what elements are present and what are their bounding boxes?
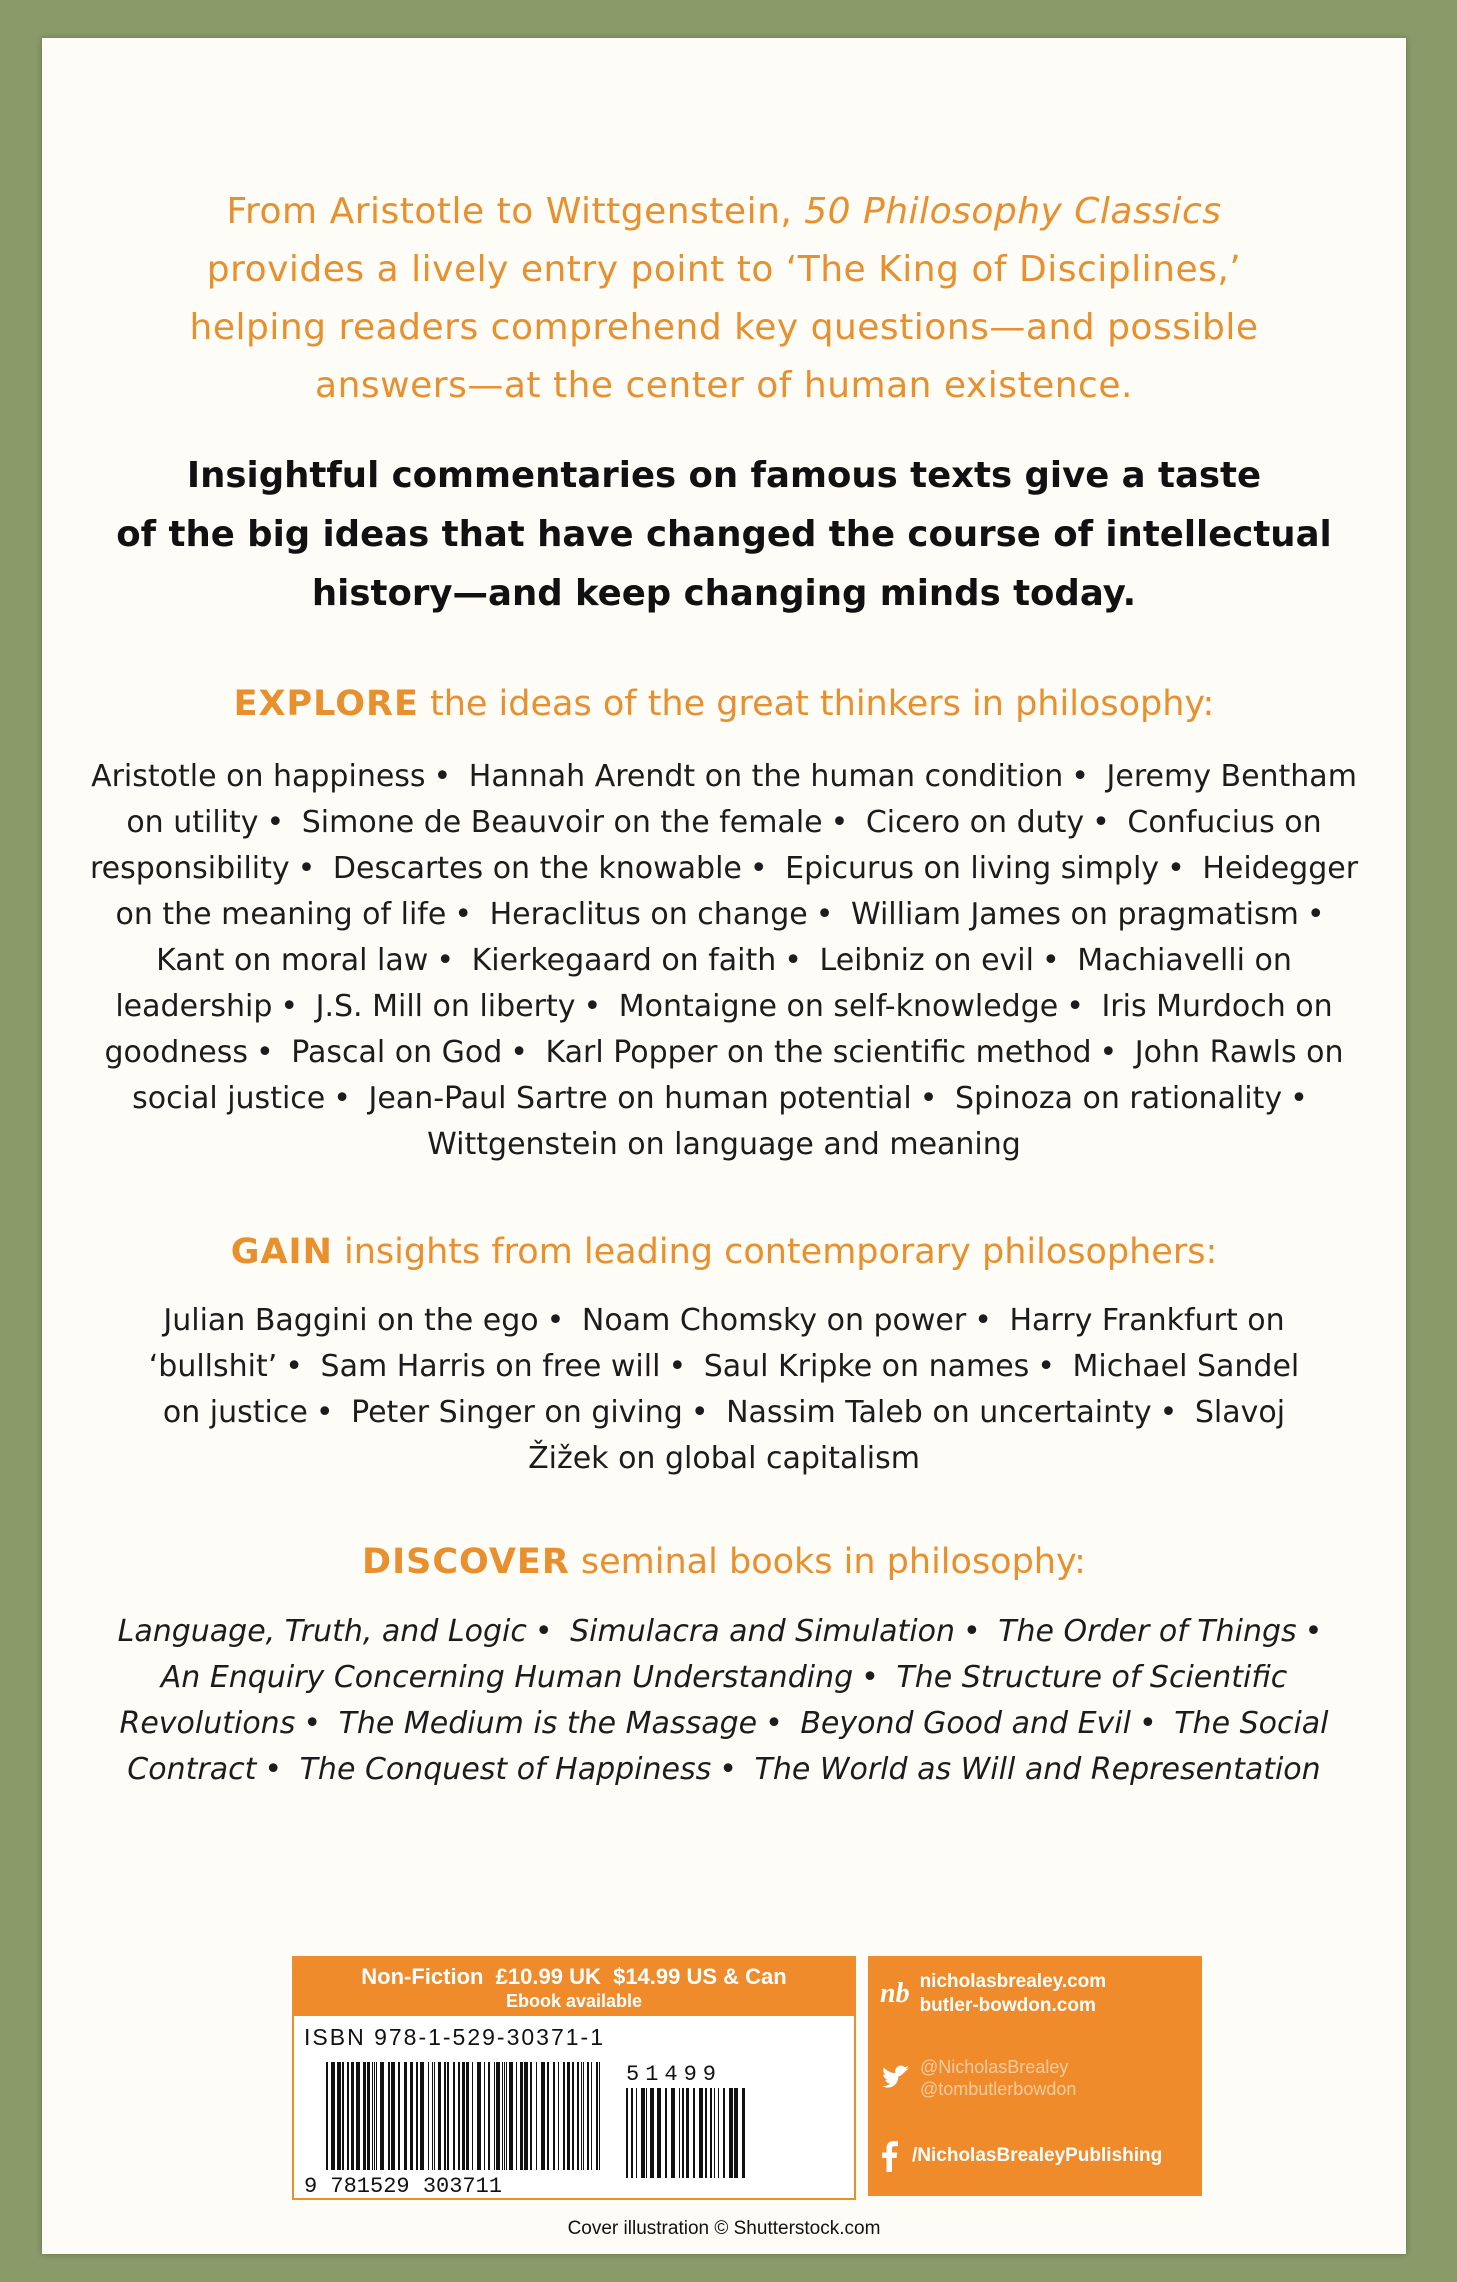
barcode-bar xyxy=(410,2062,413,2170)
gain-item: Noam Chomsky on power xyxy=(581,1303,967,1338)
bullet-separator: • xyxy=(303,1706,322,1741)
explore-item: Leibniz on evil xyxy=(819,943,1034,978)
barcode-addon-bar xyxy=(723,2088,725,2178)
explore-item: Hannah Arendt on the human condition xyxy=(468,759,1064,794)
explore-item: Jeremy Bentham on utility xyxy=(126,759,1357,840)
barcode-bar xyxy=(462,2062,465,2170)
explore-item: Heraclitus on change xyxy=(489,897,808,932)
bullet-separator: • xyxy=(668,1349,687,1384)
gain-heading xyxy=(42,1229,1406,1275)
bullet-separator: • xyxy=(719,1752,737,1787)
discover-item: The Conquest of Happiness xyxy=(299,1752,712,1787)
bullet-separator: • xyxy=(974,1303,992,1338)
barcode-addon-bar xyxy=(646,2088,647,2178)
bullet-separator: • xyxy=(690,1395,709,1430)
gain-item: Peter Singer on giving xyxy=(351,1395,683,1430)
barcode-addon-bar xyxy=(657,2088,661,2178)
barcode-addon-bar xyxy=(641,2088,645,2178)
barcode-addon-bar xyxy=(714,2088,715,2178)
explore-item: Heidegger on the meaning of life xyxy=(115,851,1359,932)
publisher-url[interactable]: nicholasbrealey.com xyxy=(919,1971,1107,1992)
barcode-bar xyxy=(347,2062,349,2170)
bullet-separator: • xyxy=(315,1395,334,1430)
explore-list xyxy=(82,754,1366,1168)
barcode-bar xyxy=(331,2062,335,2170)
bullet-separator: • xyxy=(919,1081,938,1116)
author-url[interactable]: butler-bowdon.com xyxy=(919,1995,1096,2016)
bullet-separator: • xyxy=(1092,805,1110,840)
barcode-bar xyxy=(432,2062,433,2170)
discover-heading-text: seminal books in philosophy: xyxy=(569,1542,1086,1582)
bullet-separator: • xyxy=(433,759,452,794)
barcode-bar xyxy=(351,2062,354,2170)
explore-item: Karl Popper on the scientific method xyxy=(545,1035,1092,1070)
barcode-addon-bar xyxy=(679,2088,680,2178)
bullet-separator: • xyxy=(784,943,802,978)
explore-item: Simone de Beauvoir on the female xyxy=(301,805,823,840)
barcode-bar xyxy=(356,2062,360,2170)
bullet-separator: • xyxy=(815,897,834,932)
gain-heading-text: insights from leading contemporary philosophers: xyxy=(332,1232,1218,1272)
barcode-bar xyxy=(509,2062,513,2170)
bullet-separator: • xyxy=(534,1614,553,1649)
barcode-bar xyxy=(447,2062,449,2170)
explore-item: John Rawls on social justice xyxy=(132,1035,1344,1116)
bullet-separator: • xyxy=(1306,897,1325,932)
discover-heading xyxy=(42,1539,1406,1585)
barcode-bar xyxy=(434,2062,435,2170)
explore-item: Cicero on duty xyxy=(865,805,1085,840)
barcode-bar xyxy=(504,2062,505,2170)
barcode-digits: 9 781529 303711 xyxy=(304,2174,503,2198)
blurb-line-3: helping readers comprehend key questions—and possible xyxy=(189,307,1259,348)
bullet-separator: • xyxy=(255,1035,274,1070)
barcode-bar xyxy=(488,2062,490,2170)
bullet-separator: • xyxy=(1159,1395,1178,1430)
barcode-bar xyxy=(372,2062,373,2170)
barcode-bar xyxy=(567,2062,570,2170)
discover-item: The Medium is the Massage xyxy=(338,1706,758,1741)
gain-keyword: GAIN xyxy=(230,1232,333,1272)
barcode-bar xyxy=(577,2062,579,2170)
barcode-bar xyxy=(530,2062,532,2170)
isbn: ISBN 978-1-529-30371-1 xyxy=(304,2024,605,2050)
discover-item: Simulacra and Simulation xyxy=(570,1614,955,1649)
barcode-bar xyxy=(374,2062,375,2170)
lead-line-3: history—and keep changing minds today. xyxy=(311,573,1137,614)
bullet-separator: • xyxy=(436,943,455,978)
discover-item: An Enquiry Concerning Human Understanding xyxy=(160,1660,854,1695)
barcode-bar xyxy=(572,2062,574,2170)
bullet-separator: • xyxy=(280,989,299,1024)
publisher-box xyxy=(868,1956,1202,2196)
explore-item: Epicurus on living simply xyxy=(785,851,1160,886)
barcode-bar xyxy=(444,2062,446,2170)
barcode-bar xyxy=(363,2062,366,2170)
bullet-separator: • xyxy=(861,1660,879,1695)
discover-item: The World as Will and Representation xyxy=(754,1752,1321,1787)
barcode-bar xyxy=(453,2062,455,2170)
barcode-bar xyxy=(326,2062,328,2170)
barcode-bar xyxy=(404,2062,407,2170)
explore-item: Montaigne on self-knowledge xyxy=(618,989,1059,1024)
bullet-separator: • xyxy=(1290,1081,1308,1116)
barcode-addon-bar xyxy=(705,2088,707,2178)
barcode-addon-digits: 51499 xyxy=(626,2062,723,2087)
barcode-addon-bar xyxy=(718,2088,719,2178)
barcode-bar xyxy=(599,2062,600,2170)
barcode-bar xyxy=(367,2062,370,2170)
barcode-bar xyxy=(524,2062,528,2170)
price-barcode-box xyxy=(292,1956,856,2200)
bullet-separator: • xyxy=(583,989,602,1024)
barcode-addon-bar xyxy=(699,2088,703,2178)
explore-item: Pascal on God xyxy=(291,1035,503,1070)
explore-keyword: EXPLORE xyxy=(233,684,419,724)
barcode-bar xyxy=(391,2062,395,2170)
barcode-bar xyxy=(466,2062,469,2170)
bullet-separator: • xyxy=(1071,759,1089,794)
cover-credit: Cover illustration © Shutterstock.com xyxy=(567,2218,881,2239)
barcode-bar xyxy=(581,2062,582,2170)
twitter-handle-author[interactable]: @tombutlerbowdon xyxy=(920,2079,1077,2099)
gain-item: Julian Baggini on the ego xyxy=(163,1303,539,1338)
discover-item: The Order of Things xyxy=(998,1614,1297,1649)
explore-item: J.S. Mill on liberty xyxy=(315,989,576,1024)
explore-item: Wittgenstein on language and meaning xyxy=(427,1127,1021,1162)
blurb-line-2: provides a lively entry point to ‘The King of Disciplines,’ xyxy=(206,249,1242,290)
barcode-bar xyxy=(541,2062,545,2170)
barcode-addon-bar xyxy=(710,2088,712,2178)
facebook-handle[interactable]: /NicholasBrealeyPublishing xyxy=(912,2145,1163,2166)
barcode-bar xyxy=(553,2062,555,2170)
barcode-bar xyxy=(516,2062,517,2170)
barcode-bar xyxy=(484,2062,485,2170)
barcode-bar xyxy=(591,2062,592,2170)
explore-item: Aristotle on happiness xyxy=(91,759,426,794)
ebook-note: Ebook available xyxy=(505,1991,643,2011)
barcode-bar xyxy=(388,2062,390,2170)
barcode-addon-bar xyxy=(626,2088,628,2178)
barcode-bar xyxy=(428,2062,429,2170)
bullet-separator: • xyxy=(830,805,849,840)
barcode-bar xyxy=(337,2062,341,2170)
discover-keyword: DISCOVER xyxy=(362,1542,570,1582)
price-line: Non-Fiction £10.99 UK $14.99 US & Can xyxy=(361,1964,787,1989)
explore-heading-text: the ideas of the great thinkers in philosophy: xyxy=(418,684,1215,724)
bullet-separator: • xyxy=(765,1706,783,1741)
barcode-bar xyxy=(398,2062,400,2170)
barcode-addon-bar xyxy=(734,2088,738,2178)
barcode-addon-bar xyxy=(693,2088,695,2178)
discover-item: Language, Truth, and Logic xyxy=(117,1614,527,1649)
barcode-addon-bar xyxy=(631,2088,633,2178)
barcode-addon-bar xyxy=(636,2088,637,2178)
bullet-separator: • xyxy=(1099,1035,1118,1070)
barcode-bar xyxy=(536,2062,537,2170)
bullet-separator: • xyxy=(1037,1349,1055,1384)
bullet-separator: • xyxy=(749,851,768,886)
barcode-bar xyxy=(380,2062,384,2170)
bullet-separator: • xyxy=(1304,1614,1323,1649)
barcode-bar xyxy=(494,2062,495,2170)
gain-item: Michael Sandel on justice xyxy=(162,1349,1300,1430)
barcode-bar xyxy=(596,2062,598,2170)
bullet-separator: • xyxy=(297,851,316,886)
bullet-separator: • xyxy=(962,1614,981,1649)
barcode-bar xyxy=(496,2062,500,2170)
barcode-addon-bar xyxy=(682,2088,684,2178)
barcode-bar xyxy=(558,2062,559,2170)
barcode-bar xyxy=(587,2062,589,2170)
bullet-separator: • xyxy=(1138,1706,1157,1741)
barcode-bar xyxy=(563,2062,565,2170)
bullet-separator: • xyxy=(546,1303,565,1338)
explore-item: Machiavelli on leadership xyxy=(115,943,1292,1024)
barcode-addon-bar xyxy=(742,2088,745,2178)
gain-item: Slavoj Žižek on global capitalism xyxy=(528,1395,1286,1476)
discover-item: The Social Contract xyxy=(127,1706,1329,1787)
discover-item: The Structure of Scientific Revolutions xyxy=(119,1660,1288,1741)
blurb-line-1: From Aristotle to Wittgenstein, xyxy=(226,191,805,232)
discover-list xyxy=(102,1609,1346,1793)
bullet-separator: • xyxy=(285,1349,303,1384)
barcode-bar xyxy=(376,2062,377,2170)
publisher-logo: nb xyxy=(880,1978,910,2009)
explore-item: Kierkegaard on faith xyxy=(471,943,777,978)
lead-line-1: Insightful commentaries on famous texts give a taste xyxy=(186,455,1262,496)
explore-item: Spinoza on rationality xyxy=(955,1081,1283,1116)
bullet-separator: • xyxy=(1066,989,1084,1024)
explore-heading xyxy=(42,681,1406,727)
barcode-addon-bar xyxy=(671,2088,675,2178)
bullet-separator: • xyxy=(264,1752,283,1787)
barcode-addon-bar xyxy=(665,2088,667,2178)
twitter-handle-publisher[interactable]: @NicholasBrealey xyxy=(920,2057,1069,2077)
explore-item: Confucius on responsibility xyxy=(89,805,1322,886)
explore-item: William James on pragmatism xyxy=(850,897,1299,932)
bullet-separator: • xyxy=(510,1035,528,1070)
barcode-bar xyxy=(547,2062,549,2170)
bullet-separator: • xyxy=(1041,943,1060,978)
price-header xyxy=(294,1958,854,2016)
bullet-separator: • xyxy=(1167,851,1185,886)
barcode-bar xyxy=(458,2062,460,2170)
barcode-bar xyxy=(477,2062,481,2170)
barcode-bar xyxy=(420,2062,424,2170)
barcode-bar xyxy=(438,2062,441,2170)
blurb xyxy=(142,183,1306,415)
facebook-icon xyxy=(880,2140,898,2172)
bullet-separator: • xyxy=(266,805,285,840)
barcode-addon-bar xyxy=(686,2088,689,2178)
bullet-separator: • xyxy=(454,897,473,932)
barcode-bar xyxy=(472,2062,473,2170)
barcode-addon-bar xyxy=(729,2088,733,2178)
barcode xyxy=(304,2058,844,2198)
explore-item: Descartes on the knowable xyxy=(332,851,742,886)
lead-line-2: of the big ideas that have changed the course of intellectual xyxy=(116,514,1332,555)
back-cover xyxy=(42,38,1406,2254)
discover-item: Beyond Good and Evil xyxy=(800,1706,1131,1741)
barcode-bar xyxy=(520,2062,523,2170)
gain-item: Saul Kripke on names xyxy=(703,1349,1030,1384)
book-title: 50 Philosophy Classics xyxy=(804,191,1222,232)
barcode-addon-bar xyxy=(650,2088,654,2178)
twitter-icon xyxy=(880,2065,910,2091)
blurb-line-4: answers—at the center of human existence. xyxy=(315,365,1133,406)
gain-item: Sam Harris on free will xyxy=(320,1349,661,1384)
barcode-bar xyxy=(416,2062,418,2170)
explore-item: Kant on moral law xyxy=(156,943,429,978)
explore-item: Jean-Paul Sartre on human potential xyxy=(368,1081,912,1116)
gain-item: Nassim Taleb on uncertainty xyxy=(726,1395,1152,1430)
barcode-bar xyxy=(502,2062,503,2170)
barcode-bar xyxy=(342,2062,344,2170)
explore-item: Iris Murdoch on goodness xyxy=(104,989,1333,1070)
barcode-bar xyxy=(506,2062,507,2170)
gain-item: Harry Frankfurt on ‘bullshit’ xyxy=(148,1303,1285,1384)
bullet-separator: • xyxy=(333,1081,351,1116)
lead-paragraph xyxy=(102,446,1346,623)
gain-list xyxy=(132,1298,1316,1482)
barcode-bar xyxy=(583,2062,584,2170)
